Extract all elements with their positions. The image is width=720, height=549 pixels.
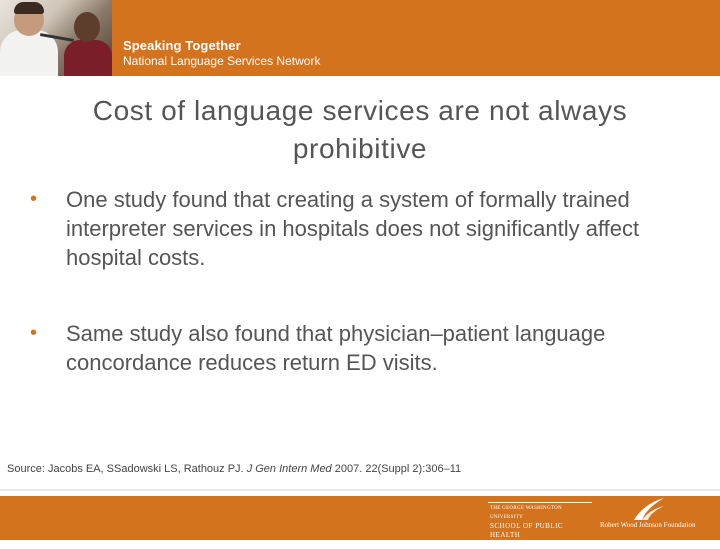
physician-child-photo [0, 0, 112, 76]
rwj-flame-icon [630, 496, 666, 522]
footer-banner [0, 496, 720, 548]
photo-child-shirt [64, 40, 112, 76]
slide-title [20, 92, 700, 168]
photo-child-head [74, 12, 100, 42]
bullet-text: Same study also found that physician–patient language concordance reduces return ED visits. [66, 321, 606, 375]
bullet-item [30, 185, 702, 272]
bullet-icon: • [30, 322, 38, 344]
source-journal: J Gen Intern Med [246, 463, 332, 475]
gw-logo-line-1: THE GEORGE WASHINGTON UNIVERSITY [490, 506, 562, 520]
rwj-foundation-name: Robert Wood Johnson Foundation [600, 521, 696, 529]
source-suffix: 2007. 22(Suppl 2):306–11 [331, 463, 462, 475]
header-banner [0, 0, 720, 76]
slide-title-line-2: prohibitive [292, 133, 428, 164]
bullet-icon: • [30, 188, 38, 210]
bullet-list [30, 185, 702, 377]
gw-logo-line-3: AND HEALTH SERVICES [490, 540, 579, 548]
bullet-text: One study found that creating a system of formally trained interpreter services in hospitals does not significantly affect hospital costs. [66, 187, 640, 270]
photo-doctor-hair [14, 2, 44, 14]
gw-logo-rule [488, 502, 592, 503]
bullet-item [30, 319, 702, 377]
brand-subtitle: National Language Services Network [123, 54, 321, 68]
brand-title: Speaking Together [123, 38, 241, 53]
source-citation [7, 463, 461, 475]
footer-divider [0, 489, 720, 491]
gw-sphhs-logo [490, 504, 590, 549]
gw-logo-line-2: SCHOOL OF PUBLIC HEALTH [490, 522, 564, 539]
slide-title-line-1: Cost of language services are not always [92, 95, 628, 126]
source-prefix: Source: Jacobs EA, SSadowski LS, Rathouz PJ. [7, 463, 247, 475]
